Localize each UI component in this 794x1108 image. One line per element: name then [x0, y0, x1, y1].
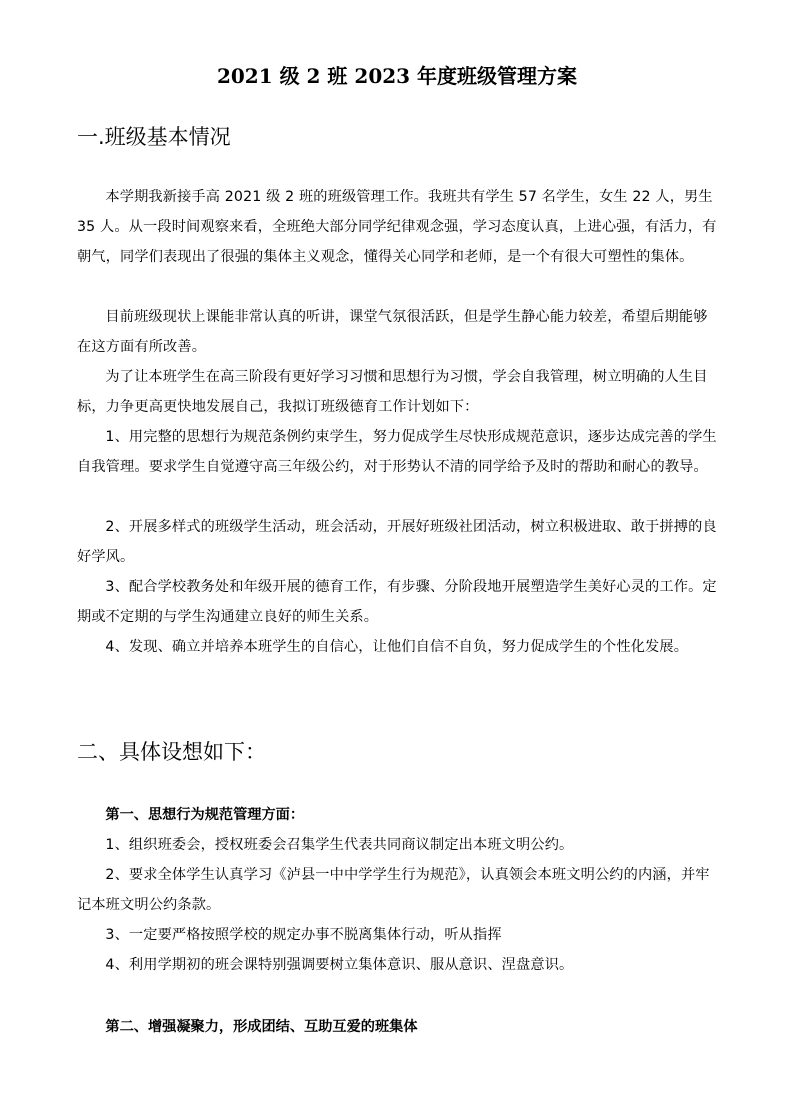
paragraph-plan-item-2: 2、开展多样式的班级学生活动，班会活动，开展好班级社团活动，树立积极进取、敢于拼搏的良好学风。	[77, 519, 717, 565]
subheading-cohesion: 第二、增强凝聚力，形成团结、互助互爱的班集体	[105, 1019, 418, 1035]
list-item-behavior-4: 4、利用学期初的班会课特别强调要树立集体意识、服从意识、涅盘意识。	[105, 957, 574, 973]
paragraph-plan-item-4: 4、发现、确立并培养本班学生的自信心，让他们自信不自负，努力促成学生的个性化发展。	[105, 639, 689, 655]
paragraph-class-overview: 本学期我新接手高 2021 级 2 班的班级管理工作。我班共有学生 57 名学生，女生 22 人，男生 35 人。从一段时间观察来看，全班绝大部分同学纪律观念强，学习态度认真，上进心强，有活力，有朝气，同学们表现出了很强的集体主义观念，懂得关心同学和老师，是一个有很大可塑性的集体。	[77, 189, 717, 265]
subheading-behavior-management: 第一、思想行为规范管理方面：	[105, 807, 305, 823]
paragraph-class-status: 目前班级现状上课能非常认真的听讲，课堂气氛很活跃，但是学生静心能力较差，希望后期能够在这方面有所改善。	[77, 309, 708, 355]
paragraph-plan-intro: 为了让本班学生在高三阶段有更好学习习惯和思想行为习惯，学会自我管理，树立明确的人生目标，力争更高更快地发展自己，我拟订班级德育工作计划如下：	[77, 369, 708, 415]
section-heading-basic-situation: 一.班级基本情况	[77, 125, 231, 149]
list-item-behavior-3: 3、一定要严格按照学校的规定办事不脱离集体行动，听从指挥	[105, 927, 502, 943]
paragraph-plan-item-3: 3、配合学校教务处和年级开展的德育工作，有步骤、分阶段地开展塑造学生美好心灵的工作。定期或不定期的与学生沟通建立良好的师生关系。	[77, 579, 717, 625]
section-heading-specific-ideas: 二、具体设想如下：	[77, 740, 266, 764]
list-item-behavior-2: 2、要求全体学生认真学习《泸县一中中学学生行为规范》，认真领会本班文明公约的内涵，并牢记本班文明公约条款。	[77, 867, 710, 913]
document-title: 2021 级 2 班 2023 年度班级管理方案	[216, 64, 578, 88]
paragraph-plan-item-1: 1、用完整的思想行为规范条例约束学生，努力促成学生尽快形成规范意识，逐步达成完善的学生自我管理。要求学生自觉遵守高三年级公约，对于形势认不清的同学给予及时的帮助和耐心的教导。	[77, 429, 717, 475]
list-item-behavior-1: 1、组织班委会，授权班委会召集学生代表共同商议制定出本班文明公约。	[105, 837, 574, 853]
